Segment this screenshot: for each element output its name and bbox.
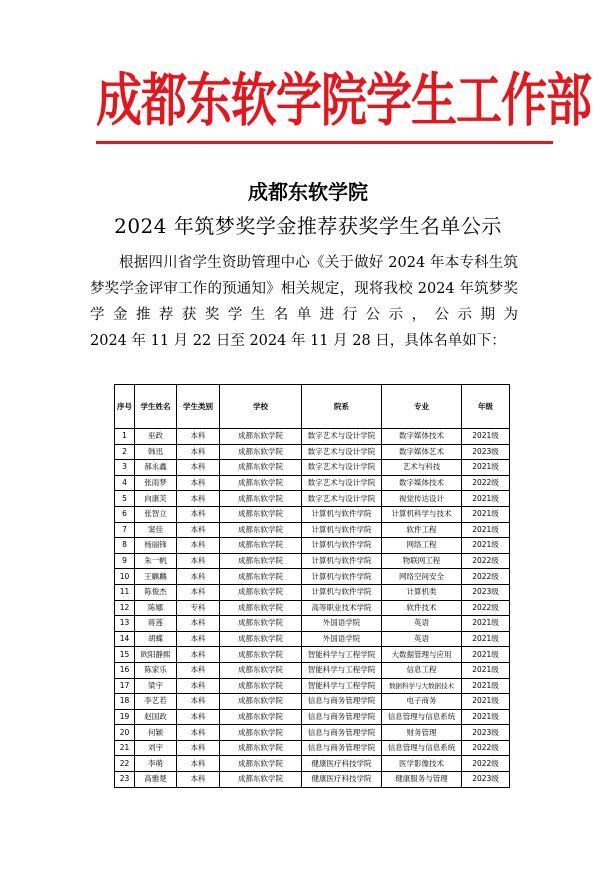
cell-grade: 2021级 [462, 538, 510, 554]
cell-name: 蒋莲 [135, 616, 177, 632]
cell-name: 张雨梦 [135, 475, 177, 491]
cell-name: 陈家乐 [135, 662, 177, 678]
cell-grade: 2021级 [462, 631, 510, 647]
table-row [115, 616, 510, 632]
cell-department: 智能科学与工程学院 [302, 662, 382, 678]
cell-name: 梁宇 [135, 678, 177, 694]
cell-category: 本科 [177, 475, 220, 491]
masthead-rule [96, 141, 553, 144]
cell-index: 19 [115, 709, 135, 725]
cell-grade: 2021级 [462, 678, 510, 694]
table-row [115, 553, 510, 569]
cell-name: 刘宇 [135, 740, 177, 756]
table-header-row [115, 385, 510, 429]
cell-category: 本科 [177, 569, 220, 585]
cell-school: 成都东软学院 [220, 506, 302, 522]
cell-category: 本科 [177, 491, 220, 507]
cell-name: 向康芙 [135, 491, 177, 507]
table-row [115, 756, 510, 772]
cell-department: 健康医疗科技学院 [302, 756, 382, 772]
cell-department: 数字艺术与设计学院 [302, 444, 382, 460]
cell-grade: 2021级 [462, 522, 510, 538]
cell-category: 本科 [177, 553, 220, 569]
cell-major: 网络工程 [382, 538, 462, 554]
cell-school: 成都东软学院 [220, 694, 302, 710]
cell-school: 成都东软学院 [220, 460, 302, 476]
cell-category: 本科 [177, 538, 220, 554]
cell-major: 财务管理 [382, 725, 462, 741]
cell-major: 英语 [382, 631, 462, 647]
cell-category: 本科 [177, 772, 220, 788]
cell-major: 软件技术 [382, 600, 462, 616]
cell-major: 信息管理与信息系统 [382, 740, 462, 756]
cell-school: 成都东软学院 [220, 522, 302, 538]
cell-category: 本科 [177, 662, 220, 678]
table-row [115, 647, 510, 663]
cell-grade: 2021级 [462, 506, 510, 522]
cell-grade: 2022级 [462, 553, 510, 569]
notice-paragraph-main: 根据四川省学生资助管理中心《关于做好 2024 年本专科生筑梦奖学金评审工作的预通知》相关规定，现将我校 2024 年筑梦奖学金推荐获奖学生名单进行公示，公示期为 [90, 255, 518, 323]
cell-department: 计算机与软件学院 [302, 584, 382, 600]
cell-name: 李艺若 [135, 694, 177, 710]
cell-category: 本科 [177, 647, 220, 663]
cell-school: 成都东软学院 [220, 725, 302, 741]
cell-name: 韩迅 [135, 444, 177, 460]
cell-category: 本科 [177, 429, 220, 445]
cell-index: 13 [115, 616, 135, 632]
cell-major: 视觉传达设计 [382, 491, 462, 507]
table-body [115, 429, 510, 788]
cell-school: 成都东软学院 [220, 709, 302, 725]
cell-major: 信息工程 [382, 662, 462, 678]
cell-department: 信息与商务管理学院 [302, 740, 382, 756]
cell-grade: 2023级 [462, 584, 510, 600]
cell-category: 本科 [177, 444, 220, 460]
cell-grade: 2021级 [462, 647, 510, 663]
table-row [115, 460, 510, 476]
cell-major: 信息管理与信息系统 [382, 709, 462, 725]
cell-name: 郝永鑫 [135, 460, 177, 476]
cell-school: 成都东软学院 [220, 740, 302, 756]
cell-index: 2 [115, 444, 135, 460]
cell-major: 物联网工程 [382, 553, 462, 569]
cell-department: 智能科学与工程学院 [302, 647, 382, 663]
notice-paragraph [90, 250, 518, 354]
cell-category: 本科 [177, 616, 220, 632]
cell-department: 外国语学院 [302, 616, 382, 632]
cell-index: 20 [115, 725, 135, 741]
column-header-department: 院系 [302, 385, 382, 429]
cell-grade: 2022级 [462, 600, 510, 616]
cell-category: 本科 [177, 631, 220, 647]
cell-department: 计算机与软件学院 [302, 569, 382, 585]
cell-department: 信息与商务管理学院 [302, 709, 382, 725]
column-header-category: 学生类别 [177, 385, 220, 429]
cell-grade: 2021级 [462, 491, 510, 507]
table-row [115, 631, 510, 647]
cell-department: 信息与商务管理学院 [302, 694, 382, 710]
cell-major: 数据科学与大数据技术 [382, 678, 462, 694]
cell-school: 成都东软学院 [220, 553, 302, 569]
table-row [115, 429, 510, 445]
cell-school: 成都东软学院 [220, 662, 302, 678]
cell-index: 14 [115, 631, 135, 647]
cell-major: 数字媒体艺术 [382, 444, 462, 460]
cell-category: 本科 [177, 584, 220, 600]
cell-major: 大数据管理与应用 [382, 647, 462, 663]
cell-index: 6 [115, 506, 135, 522]
cell-category: 专科 [177, 600, 220, 616]
table-row [115, 772, 510, 788]
cell-name: 何颖 [135, 725, 177, 741]
cell-name: 王麒麟 [135, 569, 177, 585]
column-header-index: 序号 [115, 385, 135, 429]
cell-department: 高等职业技术学院 [302, 600, 382, 616]
cell-name: 杨丽锋 [135, 538, 177, 554]
cell-grade: 2023级 [462, 444, 510, 460]
cell-department: 健康医疗科技学院 [302, 772, 382, 788]
cell-category: 本科 [177, 678, 220, 694]
table-row [115, 600, 510, 616]
cell-grade: 2022级 [462, 740, 510, 756]
cell-school: 成都东软学院 [220, 772, 302, 788]
cell-category: 本科 [177, 725, 220, 741]
column-header-grade: 年级 [462, 385, 510, 429]
table-row [115, 709, 510, 725]
cell-school: 成都东软学院 [220, 429, 302, 445]
cell-name: 陈娜 [135, 600, 177, 616]
cell-major: 数字媒体技术 [382, 475, 462, 491]
cell-category: 本科 [177, 694, 220, 710]
table-row [115, 522, 510, 538]
table-row [115, 584, 510, 600]
cell-school: 成都东软学院 [220, 475, 302, 491]
cell-department: 智能科学与工程学院 [302, 678, 382, 694]
document-title-notice: 2024 年筑梦奖学金推荐获奖学生名单公示 [114, 214, 502, 238]
cell-department: 外国语学院 [302, 631, 382, 647]
table-row [115, 491, 510, 507]
cell-major: 软件工程 [382, 522, 462, 538]
cell-school: 成都东软学院 [220, 600, 302, 616]
table-row [115, 725, 510, 741]
table-row [115, 569, 510, 585]
cell-major: 计算机类 [382, 584, 462, 600]
cell-school: 成都东软学院 [220, 444, 302, 460]
cell-name: 赵国政 [135, 709, 177, 725]
cell-grade: 2022级 [462, 756, 510, 772]
cell-major: 艺术与科技 [382, 460, 462, 476]
cell-grade: 2021级 [462, 616, 510, 632]
cell-category: 本科 [177, 756, 220, 772]
cell-index: 9 [115, 553, 135, 569]
cell-major: 健康服务与管理 [382, 772, 462, 788]
cell-grade: 2021级 [462, 662, 510, 678]
cell-category: 本科 [177, 460, 220, 476]
cell-grade: 2023级 [462, 772, 510, 788]
cell-school: 成都东软学院 [220, 491, 302, 507]
cell-name: 李萌 [135, 756, 177, 772]
cell-name: 欧阳静熙 [135, 647, 177, 663]
cell-index: 15 [115, 647, 135, 663]
cell-category: 本科 [177, 709, 220, 725]
cell-major: 英语 [382, 616, 462, 632]
cell-category: 本科 [177, 522, 220, 538]
cell-grade: 2021级 [462, 460, 510, 476]
cell-index: 21 [115, 740, 135, 756]
cell-grade: 2021级 [462, 709, 510, 725]
cell-major: 网络空间安全 [382, 569, 462, 585]
masthead-title: 成都东软学院学生工作部 [96, 66, 591, 134]
column-header-major: 专业 [382, 385, 462, 429]
table-row [115, 678, 510, 694]
cell-school: 成都东软学院 [220, 616, 302, 632]
table-row [115, 475, 510, 491]
cell-index: 8 [115, 538, 135, 554]
cell-department: 计算机与软件学院 [302, 506, 382, 522]
cell-department: 计算机与软件学院 [302, 522, 382, 538]
cell-index: 22 [115, 756, 135, 772]
cell-name: 陈俊杰 [135, 584, 177, 600]
cell-school: 成都东软学院 [220, 569, 302, 585]
column-header-name: 学生姓名 [135, 385, 177, 429]
table-row [115, 662, 510, 678]
table-row [115, 694, 510, 710]
cell-school: 成都东软学院 [220, 647, 302, 663]
cell-name: 巫政 [135, 429, 177, 445]
table-row [115, 538, 510, 554]
notice-paragraph-date: 2024 年 11 月 22 日至 2024 年 11 月 28 日，具体名单如下： [90, 333, 506, 349]
cell-school: 成都东软学院 [220, 631, 302, 647]
cell-major: 电子商务 [382, 694, 462, 710]
cell-grade: 2021级 [462, 694, 510, 710]
cell-name: 胡蝶 [135, 631, 177, 647]
cell-grade: 2021级 [462, 429, 510, 445]
cell-category: 本科 [177, 740, 220, 756]
cell-index: 1 [115, 429, 135, 445]
cell-grade: 2022级 [462, 475, 510, 491]
cell-department: 数字艺术与设计学院 [302, 429, 382, 445]
cell-school: 成都东软学院 [220, 756, 302, 772]
cell-name: 朱一帆 [135, 553, 177, 569]
cell-name: 高雅楚 [135, 772, 177, 788]
cell-grade: 2022级 [462, 569, 510, 585]
cell-index: 23 [115, 772, 135, 788]
cell-department: 计算机与软件学院 [302, 553, 382, 569]
cell-department: 数字艺术与设计学院 [302, 491, 382, 507]
cell-school: 成都东软学院 [220, 584, 302, 600]
cell-index: 11 [115, 584, 135, 600]
cell-index: 12 [115, 600, 135, 616]
cell-department: 数字艺术与设计学院 [302, 460, 382, 476]
document-title-school: 成都东软学院 [248, 180, 368, 204]
cell-index: 5 [115, 491, 135, 507]
cell-index: 18 [115, 694, 135, 710]
table-row [115, 740, 510, 756]
table-row [115, 444, 510, 460]
cell-category: 本科 [177, 506, 220, 522]
cell-department: 信息与商务管理学院 [302, 725, 382, 741]
cell-name: 张智立 [135, 506, 177, 522]
cell-major: 计算机科学与技术 [382, 506, 462, 522]
cell-school: 成都东软学院 [220, 678, 302, 694]
cell-index: 17 [115, 678, 135, 694]
cell-department: 计算机与软件学院 [302, 538, 382, 554]
cell-grade: 2023级 [462, 725, 510, 741]
cell-index: 3 [115, 460, 135, 476]
table-row [115, 506, 510, 522]
scholarship-table [114, 384, 510, 788]
cell-school: 成都东软学院 [220, 538, 302, 554]
cell-index: 7 [115, 522, 135, 538]
cell-major: 数字媒体技术 [382, 429, 462, 445]
cell-index: 10 [115, 569, 135, 585]
cell-major: 医学影像技术 [382, 756, 462, 772]
cell-name: 窦佳 [135, 522, 177, 538]
cell-index: 4 [115, 475, 135, 491]
column-header-school: 学校 [220, 385, 302, 429]
cell-index: 16 [115, 662, 135, 678]
cell-department: 数字艺术与设计学院 [302, 475, 382, 491]
